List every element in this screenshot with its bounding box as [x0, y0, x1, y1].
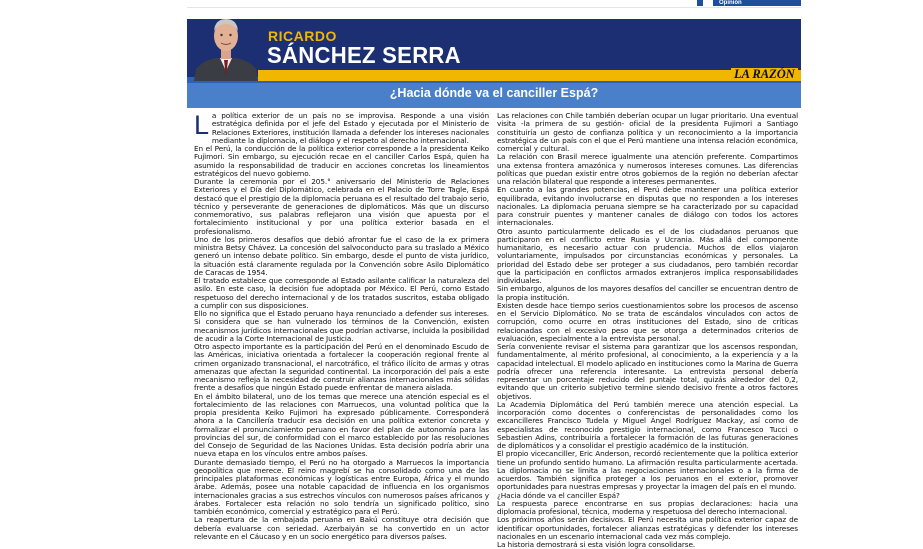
drop-cap: L — [194, 110, 209, 140]
article-title: ¿Hacia dónde va el canciller Espá? — [389, 86, 599, 100]
paragraph: La Academia Diplomática del Perú también merece una atención especial. La incorporación como docentes o conferencistas de personalidades como los excancilleres Francisco Tudela y Miguel Ángel Rodríguez Mackay, así como de especialistas de reconocido prestigio internacional, como Francesco Tucci o Sebastien Adins, contribuiría a fortalecer la formación de las futuras generaciones de diplomáticos y a consolidar el prestigio académico de la institución. — [497, 399, 798, 450]
paragraph: Ello no significa que el Estado peruano haya renunciado a defender sus intereses. Si considera que se han vulnerado los términos de la Convención, existen mecanismos jurídicos internacionales que podrían activarse, incluida la posibilidad de acudir a la Corte Internacional de Justicia. — [194, 309, 489, 343]
author-first-name: RICARDO — [268, 28, 337, 44]
paragraph: Durante demasiado tiempo, el Perú no ha otorgado a Marruecos la importancia geopolítica que merece. El reino magrebí se ha consolidado como una de las principales plataformas económicas y logísticas entre Europa, África y el mundo árabe. Además, posee una notable capacidad de influencia en los organismos internacionales gracias a sus estrechos vínculos con numerosos países africanos y árabes. Fortalecer esta relación no solo tendría un significado político, sino también económico, comercial y estratégico para el Perú. — [194, 457, 489, 516]
paragraph: El tratado establece que corresponde al Estado asilante calificar la naturaleza del asilo. En este caso, la decisión fue adoptada por México. El Perú, como Estado respetuoso del derecho internacional y de los tratados suscritos, estaba obligado a cumplir con sus disposiciones. — [194, 276, 489, 310]
paragraph — [194, 112, 489, 145]
paragraph: ¿Hacia dónde va el canciller Espá? — [497, 490, 620, 500]
paragraph: Sin embargo, algunos de los mayores desafíos del canciller se encuentran dentro de la propia institución. — [497, 284, 798, 302]
author-last-name: SÁNCHEZ SERRA — [267, 42, 461, 68]
paragraph: Durante la ceremonia por el 205.° aniversario del Ministerio de Relaciones Exteriores y el Día del Diplomático, celebrada en el Palacio de Torre Tagle, Espá destacó que el prestigio de la diplomacia peruana es el resultado del trabajo serio, técnico y perseverante de generaciones de diplomáticos. Más que un discurso conmemorativo, sus palabras reflejaron una visión que apuesta por el fortalecimiento institucional y por una política exterior basada en el profesionalismo. — [194, 177, 489, 236]
paragraph-text: a política exterior de un país no se improvisa. Responde a una visión estratégica definida por el jefe del Estado y ejecutada por el Ministerio de Relaciones Exteriores, institución llamada a defender los intereses nacionales mediante la diplomacia, el diálogo y el respeto al derecho internacional. — [211, 111, 489, 145]
paragraph: En el ámbito bilateral, uno de los temas que merece una atención especial es el fortalecimiento de las relaciones con Marruecos, una voluntad política que la propia presidenta Keiko Fujimori ha expresado públicamente. Corresponderá ahora a la Cancillería traducir esa decisión en una política exterior concreta y formalizar el pronunciamiento peruano en favor del plan de autonomía para las provincias del sur, de conformidad con el marco establecido por las resoluciones del Consejo de Seguridad de las Naciones Unidas. Esta decisión podría abrir una nueva etapa en los vínculos entre ambos países. — [194, 391, 489, 459]
paragraph: Las relaciones con Chile también deberían ocupar un lugar prioritario. Una eventual visita -la primera de su gestión- oficial de la presidenta Fujimori a Santiago constituiría un gesto de confianza política y un reconocimiento a la importancia estratégica de un país con el que el Perú mantiene una intensa relación económica, comercial y cultural. — [497, 111, 798, 153]
paragraph: En el Perú, la conducción de la política exterior corresponde a la presidenta Keiko Fujimori. Sin embargo, su ejecución recae en el canciller Carlos Espá, quien ha asumido la responsabilidad de traducir en acciones concretas los lineamientos estratégicos del nuevo gobierno. — [194, 144, 489, 178]
paragraph: Existen desde hace tiempo serios cuestionamientos sobre los procesos de ascenso en el Servicio Diplomático. No se trata de escándalos vinculados con actos de corrupción, como ocurre en otras instituciones del Estado, sino de críticas relacionadas con el excesivo peso que se otorga a determinados criterios de evaluación, especialmente a la entrevista personal. — [497, 300, 798, 343]
paragraph: La relación con Brasil merece igualmente una atención preferente. Compartimos una extensa frontera amazónica y numerosos intereses comunes. Las diferencias políticas que puedan existir entre otros gobiernos de la región no deberían afectar una relación bilateral que responde a intereses permanentes. — [497, 152, 798, 186]
paragraph: El propio vicecanciller, Eric Anderson, recordó recientemente que la política exterior tiene un profundo sentido humano. La afirmación resulta particularmente acertada. La diplomacia no se limita a las negociaciones internacionales o a la firma de acuerdos. También significa proteger a los peruanos en el exterior, promover oportunidades para nuestras empresas y proyectar la imagen del país en el mundo. — [497, 449, 798, 492]
paragraph: Sería conveniente revisar el sistema para garantizar que los ascensos respondan, fundamentalmente, al mérito profesional, al conocimiento, a la experiencia y a la capacidad intelectual. El modelo aplicado en instituciones como la Marina de Guerra podría ofrecer una referencia interesante. La entrevista personal debería representar un porcentaje reducido del puntaje total, quizás alrededor del 0,2, evitando que un criterio subjetivo termine siendo decisivo frente a otros factores objetivos. — [497, 342, 799, 401]
paragraph: Uno de los primeros desafíos que debió afrontar fue el caso de la ex primera ministra Betsy Chávez. La concesión del salvoconducto para su traslado a México generó un intenso debate político. Sin embargo, desde el punto de vista jurídico, la situación está claramente regulada por la Convención sobre Asilo Diplomático de Caracas de 1954. — [194, 234, 489, 277]
paragraph: La historia demostrará si esta visión logra consolidarse. — [497, 540, 696, 549]
header-yellow-bar — [258, 70, 801, 81]
publication-brand: LA RAZÓN — [731, 68, 798, 81]
article-column-left — [194, 110, 489, 541]
paragraph: Otro aspecto importante es la participación del Perú en el denominado Escudo de las Américas, iniciativa orientada a fortalecer la cooperación regional frente al crimen organizado transnacional, el narcotráfico, el tráfico ilícito de armas y otras amenazas que afectan la seguridad continental. La incorporación del país a este mecanismo refleja la necesidad de construir alianzas internacionales más sólidas frente a desafíos que ningún Estado puede enfrentar de manera aislada. — [194, 342, 489, 393]
paragraph: En cuanto a las grandes potencias, el Perú debe mantener una política exterior equilibrada, evitando involucrarse en disputas que no responden a los intereses nacionales. La diplomacia peruana siempre se ha caracterizado por su capacidad para construir puentes y mantener canales de diálogo con todos los actores internacionales. — [497, 185, 798, 228]
paragraph: La respuesta parece encontrarse en sus propias declaraciones: hacia una diplomacia profesional, técnica, moderna y respetuosa del derecho internacional. — [497, 498, 798, 516]
section-tag-label: Opinión — [719, 0, 742, 6]
paragraph: La reapertura de la embajada peruana en Bakú constituye otra decisión que debería evaluarse con seriedad. Azerbaiyán se ha convertido en un actor relevante en el Cáucaso y en un socio energético para diversos países. — [194, 515, 489, 541]
paragraph: Otro asunto particularmente delicado es el de los ciudadanos peruanos que participaron en el conflicto entre Rusia y Ucrania. Más allá del componente humanitario, es necesario actuar con prudencia. Muchos de ellos viajaron voluntariamente, impulsados por circunstancias económicas y personales. La prioridad del Estado debe ser proteger a sus ciudadanos, pero también recordar que la participación en conflictos armados extranjeros implica responsabilidades individuales. — [497, 226, 798, 285]
paragraph: Los próximos años serán decisivos. El Perú necesita una política exterior capaz de identificar oportunidades, fortalecer alianzas estratégicas y defender los intereses nacionales en un escenario internacional cada vez más complejo. — [497, 515, 798, 541]
author-portrait — [190, 11, 262, 81]
section-tag — [697, 0, 801, 6]
article-column-right — [497, 111, 799, 549]
section-tag-square — [703, 0, 713, 6]
